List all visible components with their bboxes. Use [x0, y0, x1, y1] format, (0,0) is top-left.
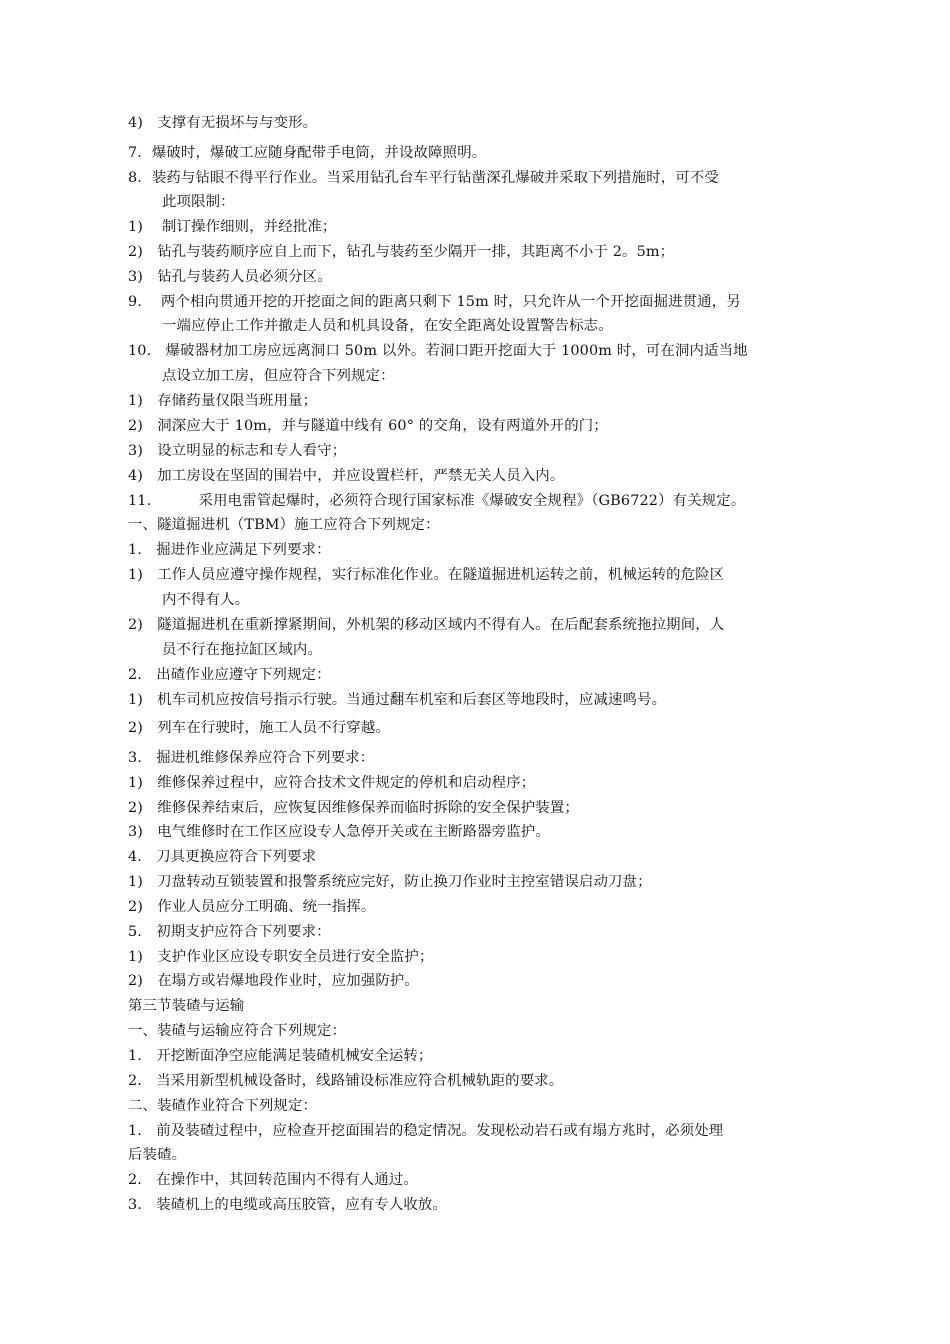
list-item: 4) 加工房设在坚固的围岩中，并应设置栏杆，严禁无关人员入内。 [128, 468, 565, 484]
list-item: 1) 机车司机应按信号指示行驶。当通过翻车机室和后套区等地段时，应减速鸣号。 [128, 692, 667, 708]
list-item: 4) 支撑有无损坏与与变形。 [128, 115, 318, 131]
list-item: 7．爆破时，爆破工应随身配带手电筒，并设故障照明。 [128, 145, 487, 161]
section-heading: 二、装碴作业符合下列规定： [128, 1098, 318, 1114]
list-item: 2) 维修保养结束后，应恢复因维修保养而临时拆除的安全保护装置； [128, 800, 579, 816]
list-item: 1) 支护作业区应设专职安全员进行安全监护； [128, 949, 434, 965]
list-item: 1) 刀盘转动互锁装置和报警系统应完好，防止换刀作业时主控室错误启动刀盘； [128, 874, 652, 890]
list-item: 5. 初期支护应符合下列要求： [128, 924, 331, 940]
list-item-continuation: 点设立加工房，但应符合下列规定： [162, 368, 395, 384]
list-item: 2) 在塌方或岩爆地段作业时，应加强防护。 [128, 973, 419, 989]
list-item: 2. 出碴作业应遵守下列规定： [128, 667, 331, 683]
list-item: 8．装药与钻眼不得平行作业。当采用钻孔台车平行钻凿深孔爆破并采取下列措施时，可不受 [128, 170, 719, 186]
section-heading: 一、装碴与运输应符合下列规定： [128, 1023, 347, 1039]
list-item: 2) 列车在行驶时，施工人员不行穿越。 [128, 720, 390, 736]
list-item: 2. 当采用新型机械设备时，线路铺设标准应符合机械轨距的要求。 [128, 1073, 564, 1089]
section-heading: 第三节装碴与运输 [128, 998, 245, 1014]
list-item: 1. 前及装碴过程中，应检查开挖面围岩的稳定情况。发现松动岩石或有塌方兆时，必须处理 [128, 1123, 724, 1139]
list-item: 3) 电气维修时在工作区应设专人急停开关或在主断路器旁监护。 [128, 824, 550, 840]
list-item: 2. 在操作中，其回转范围内不得有人通过。 [128, 1172, 418, 1188]
list-item: 2) 钻孔与装药顺序应自上而下，钻孔与装药至少隔开一排，其距离不小于 2。5m； [128, 244, 675, 260]
list-item: 10. 爆破器材加工房应远离洞口 50m 以外。若洞口距开挖面大于 1000m 时，可在洞内适当地 [128, 343, 748, 359]
list-item: 1) 工作人员应遵守操作规程，实行标准化作业。在隧道掘进机运转之前，机械运转的危险区 [128, 567, 725, 583]
section-heading: 一、隧道掘进机（TBM）施工应符合下列规定： [128, 517, 440, 533]
list-item: 3. 装碴机上的电缆或高压胶管，应有专人收放。 [128, 1197, 448, 1213]
list-item-continuation: 员不行在拖拉缸区域内。 [162, 642, 322, 658]
list-item: 1) 维修保养过程中，应符合技术文件规定的停机和启动程序； [128, 775, 536, 791]
list-item: 11. 采用电雷管起爆时，必须符合现行国家标准《爆破安全规程》（GB6722）有关规定。 [128, 493, 746, 509]
list-item: 2) 作业人员应分工明确、统一指挥。 [128, 899, 376, 915]
list-item-continuation: 一端应停止工作并撤走人员和机具设备，在安全距离处设置警告标志。 [162, 318, 613, 334]
list-item: 2) 隧道掘进机在重新撑紧期间，外机架的移动区域内不得有人。在后配套系统拖拉期间，人 [128, 617, 725, 633]
list-item: 4. 刀具更换应符合下列要求 [128, 849, 317, 865]
list-item: 1. 掘进作业应满足下列要求： [128, 542, 331, 558]
list-item: 2) 洞深应大于 10m，并与隧道中线有 60° 的交角，设有两道外开的门； [128, 418, 608, 434]
list-item: 3) 设立明显的标志和专人看守； [128, 443, 347, 459]
list-item: 1) 存储药量仅限当班用量； [128, 393, 318, 409]
list-item: 3) 钻孔与装药人员必须分区。 [128, 269, 332, 285]
list-item: 3. 掘进机维修保养应符合下列要求： [128, 750, 375, 766]
list-item-continuation: 此项限制： [162, 194, 235, 210]
list-item: 1. 开挖断面净空应能满足装碴机械安全运转； [128, 1048, 433, 1064]
list-item-continuation: 内不得有人。 [162, 592, 250, 608]
list-item: 9. 两个相向贯通开挖的开挖面之间的距离只剩下 15m 时，只允许从一个开挖面掘进贯通，另 [128, 294, 741, 310]
list-item-continuation: 后装碴。 [128, 1147, 187, 1163]
list-item: 1) 制订操作细则，并经批准； [128, 219, 337, 235]
